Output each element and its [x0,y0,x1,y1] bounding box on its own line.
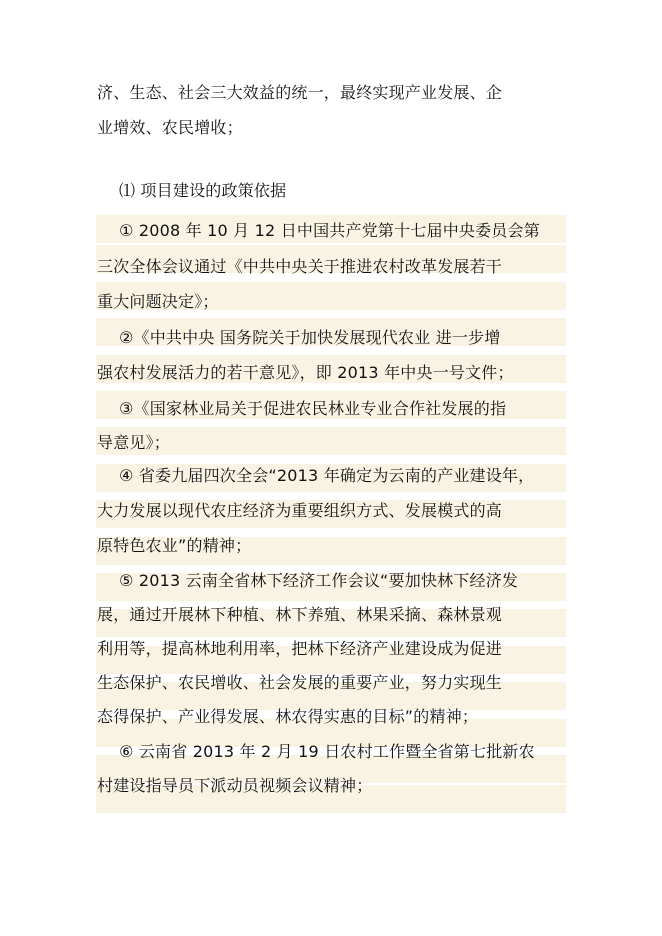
intro-line: 济、生态、社会三大效益的统一，最终实现产业发展、企 [97,83,503,102]
policy-item-line: 导意见》； [97,433,171,452]
policy-item-line: 大力发展以现代农庄经济为重要组织方式、发展模式的高 [97,501,503,520]
policy-item-line: 生态保护、农民增收、社会发展的重要产业，努力实现生 [97,673,503,692]
policy-item-line: ⑥ 云南省 2013 年 2 月 19 日农村工作暨全省第七批新农 [119,742,535,761]
policy-item-line: ③《国家林业局关于促进农民林业专业合作社发展的指 [119,399,507,418]
policy-item-line: 重大问题决定》； [97,292,219,311]
policy-item-line: 展，通过开展林下种植、林下养殖、林果采摘、森林景观 [97,605,503,624]
policy-item-line: ④ 省委九届四次全会“2013 年确定为云南的产业建设年， [119,466,535,485]
policy-item-line: 态得保护、产业得发展、林农得实惠的目标”的精神； [97,707,479,726]
policy-item-line: ②《中共中央 国务院关于加快发展现代农业 进一步增 [119,328,501,347]
policy-item-line: 利用等，提高林地利用率，把林下经济产业建设成为促进 [97,639,503,658]
policy-item-line: 三次全体会议通过《中共中央关于推进农村改革发展若干 [97,257,503,276]
policy-item-line: 原特色农业”的精神； [97,536,252,555]
policy-item-line: 村建设指导员下派动员视频会议精神； [97,776,373,795]
policy-item-line: ⑤ 2013 云南全省林下经济工作会议“要加快林下经济发 [119,571,519,590]
policy-item-line: 强农村发展活力的若干意见》，即 2013 年中央一号文件； [97,363,514,382]
intro-line: 业增效、农民增收； [97,118,243,137]
section-heading: ⑴ 项目建设的政策依据 [119,181,287,200]
policy-item-line: ① 2008 年 10 月 12 日中国共产党第十七届中央委员会第 [119,221,540,240]
